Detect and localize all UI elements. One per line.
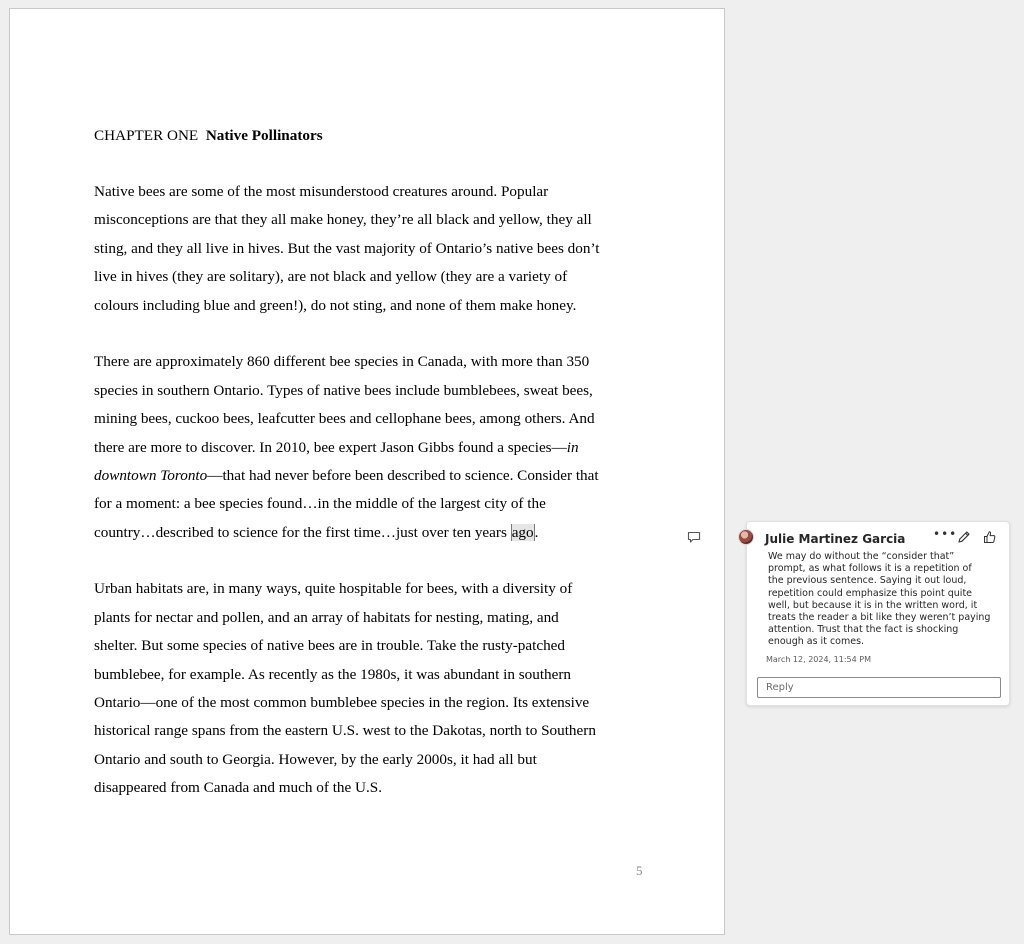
text-line: Ontario—one of the most common bumblebee species in the region. Its extensive	[94, 694, 590, 712]
comment-icon[interactable]	[686, 529, 702, 545]
text-line: Urban habitats are, in many ways, quite hospitable for bees, with a diversity of	[94, 580, 573, 598]
comment-text-line: the previous sentence. Saying it out loud,	[768, 575, 967, 587]
paragraph-3[interactable]	[94, 575, 660, 802]
text-line: bumblebee, for example. As recently as the 1980s, it was abundant in southern	[94, 665, 572, 683]
comment-author: Julie Martinez Garcia	[765, 532, 906, 546]
comment-text-line: prompt, as what follows it is a repetition of	[768, 563, 972, 575]
text-line: Ontario and south to Georgia. However, by the early 2000s, it had all but	[94, 750, 537, 768]
avatar	[738, 529, 754, 545]
text-run: .	[534, 523, 539, 541]
document-body[interactable]	[94, 122, 660, 831]
text-line: sting, and they all live in hives. But the vast majority of Ontario’s native bees don’t	[94, 239, 600, 257]
text-run: —that had never before been described to science. Consider that	[207, 466, 599, 484]
paragraph-1[interactable]	[94, 178, 660, 320]
comment-text-line: attention. Trust that the fact is shocking	[768, 624, 959, 636]
text-line: There are approximately 860 different bee species in Canada, with more than 350	[94, 353, 590, 371]
text-line: shelter. But some species of native bees are in trouble. Take the rusty-patched	[94, 637, 566, 655]
comment-card[interactable]	[746, 521, 1010, 706]
document-page[interactable]	[9, 8, 725, 935]
thumbs-up-icon[interactable]	[983, 530, 996, 544]
more-icon[interactable]: •••	[933, 527, 958, 541]
text-line: misconceptions are that they all make honey, they’re all black and yellow, they all	[94, 211, 592, 229]
pencil-icon[interactable]	[957, 530, 971, 544]
text-line: species in southern Ontario. Types of native bees include bumblebees, sweat bees,	[94, 381, 593, 399]
text-line: Native bees are some of the most misunderstood creatures around. Popular	[94, 183, 549, 200]
text-line	[94, 462, 660, 490]
text-line: colours including blue and green!), do not sting, and none of them make honey.	[94, 296, 577, 314]
comment-text-line: We may do without the “consider that”	[768, 551, 955, 562]
comment-timestamp: March 12, 2024, 11:54 PM	[766, 655, 871, 664]
text-line: disappeared from Canada and much of the U.S.	[94, 779, 383, 797]
text-line: mining bees, cuckoo bees, leafcutter bees and cellophane bees, among others. And	[94, 410, 595, 428]
text-line: live in hives (they are solitary), are not black and yellow (they are a variety of	[94, 268, 568, 286]
chapter-label: CHAPTER ONE	[94, 127, 199, 144]
comment-text-line: well, but because it is in the written word, it	[768, 599, 978, 611]
italic-text-run: downtown Toronto	[94, 466, 208, 484]
italic-text-run: in	[566, 438, 579, 456]
text-line: for a moment: a bee species found…in the middle of the largest city of the	[94, 495, 546, 513]
comment-text-line: repetition could emphasize this point quite	[768, 587, 973, 599]
text-run: country…described to science for the first time…just over ten years	[94, 523, 511, 541]
paragraph-2[interactable]	[94, 348, 660, 547]
reply-input[interactable]: Reply	[757, 677, 1001, 698]
comment-text-line: treats the reader a bit like they weren’t paying	[768, 612, 991, 624]
comment-text-line: enough as it comes.	[768, 636, 865, 648]
comment-body	[768, 551, 1002, 649]
text-line: historical range spans from the eastern U.S. west to the Dakotas, north to Southern	[94, 722, 596, 740]
chapter-heading	[94, 122, 660, 150]
page-number: 5	[636, 863, 643, 878]
commented-text-selection[interactable]: ago	[511, 523, 534, 541]
text-line	[94, 434, 660, 462]
chapter-title: Native Pollinators	[205, 127, 323, 144]
text-run: there are more to discover. In 2010, bee expert Jason Gibbs found a species—	[94, 438, 567, 456]
text-line: plants for nectar and pollen, and an array of habitats for nesting, mating, and	[94, 608, 559, 626]
text-line	[94, 519, 660, 547]
